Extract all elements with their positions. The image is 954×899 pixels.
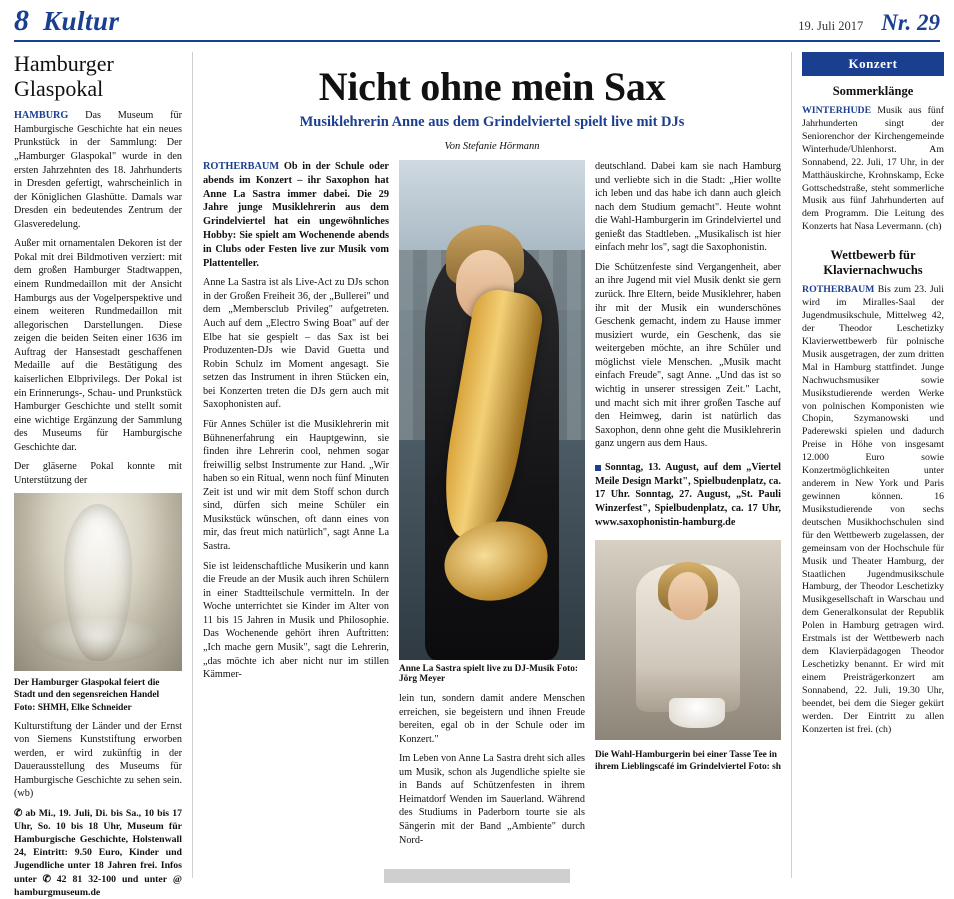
rail-text-2 xyxy=(802,284,944,736)
center-text-grid xyxy=(203,160,781,853)
saxophonist-photo xyxy=(399,160,585,660)
center-col-1 xyxy=(203,160,389,853)
sax-photo-caption: Anne La Sastra spielt live zu DJ-Musik Foto: Jörg Meyer xyxy=(398,663,578,684)
left-paragraph-2: Außer mit ornamentalen Dekoren ist der Pokal mit drei Bildmotiven verziert: mit dem großen Hamburger Stadtwappen, einem Rundmedaillon mit der Ansicht Hamburgs aus der Vogelperspektive und einem weiteren Rundmedaillon mit allegorischen Darstellungen. Diese zeigen die beiden Seiten einer 1636 im Auftrag der Hansestadt geschaffenen Medaille auf die Bestätigung des kaiserlichen Elbprivilegs. Der Pokal ist ein Erinnerungs-, Schau- und Prunkstück Hamburger Geschichte und stellt somit eine wichtige Ergänzung der Sammlung des Museums für Hamburgische Geschichte dar. xyxy=(14,238,182,453)
rail-text-1 xyxy=(802,105,944,234)
rail-dateline-2: ROTHERBAUM xyxy=(802,284,875,296)
center-c3-p2: Die Schützenfeste sind Vergangenheit, aber an ihre Jugend mit viel Musik denkt sie gern zurück. Ihre Eltern, beide Musiklehrer, haben ihr mit der Musik ein wunderschönes Geschenk gemacht, indem zu Hause immer musiziert wurde, ein Geschenk, das sie weitergeben möchte, an ihre Schüler und möglichst viele Menschen. „Musik macht einfach Freude", sagt Anne. „Und das ist so wichtig in unserer stressigen Zeit." Lacht, und macht sich mit ihrer großen Tasche auf den Heimweg, darin ist natürlich das Saxophon, denn ohne geht die Musiklehrerin ganz ungern aus dem Haus. xyxy=(594,261,781,450)
center-column xyxy=(192,52,792,878)
left-dateline: HAMBURG xyxy=(14,110,69,122)
bottom-strip xyxy=(384,869,570,883)
center-col-3 xyxy=(595,160,781,853)
page-number: 8 xyxy=(14,4,29,37)
rail-text-2-body: Bis zum 23. Juli wird im Miralles-Saal der Jugendmusikschule, Mittelweg 42, der Theodor Leschetizky Klavierwettbewerb für polnische Musik ausgetragen, der zum dritten Mal in Hamburg stattfindet. Junge Nachwuchsmusiker sowie Musikstudierende werden Werke von polnischen Komponisten wie Chopin, Szymanowski und Paderewski spielen und dadurch Preise in Höhe von insgesamt 12.000 Euro sowie Konzertmöglichkeiten unter anderem in New York und Paris gewinnen können. 16 Musikstudierende von sechs deutschen Musikhochschulen sind für den Wettbewerb zugelassen, der gemeinsam von der Hochschule für Musik und Theater Hamburg, der Staatlichen Jugendmusikschule Hamburg, der Theodor Leschetizky Musikgesellschaft in Warschau und dem Generalkonsulat der Republik Polen in Hamburg getragen wird. Erstmals ist der Wettbewerb nach dem Klavierpädagogen Theodor Leschetizky benannt. Er wird mit einem Preisträgerkonzert am Sonnabend, 22. Juli, 19.30 Uhr, beendet, bei dem die Sieger gekürt werden. Der Eintritt zu allen Konzerten ist frei. (ch) xyxy=(802,284,944,735)
masthead xyxy=(14,0,940,42)
left-paragraph-4: Kulturstiftung der Länder und der Ernst von Siemens Kunststiftung erworben werden, er wird zukünftig in der Dauerausstellung des Museums für Hamburgische Geschichte zu sehen sein. (wb) xyxy=(14,720,182,800)
issue-date: 19. Juli 2017 xyxy=(798,19,864,33)
rail-title-2: Wettbewerb für Klaviernachwuchs xyxy=(823,248,923,278)
glass-goblet-photo xyxy=(14,493,182,671)
center-c1-p1: Anne La Sastra ist als Live-Act zu DJs schon in der Großen Freiheit 36, der „Bullerei" und dem „Membersclub Privileg" aufgetreten. Auch auf dem „Electro Swing Boat" auf der Elbe hat sie gespielt – das Sax ist bei Produzenten-DJs wie David Guetta und Robin Schulz im Moment angesagt. Sie setzen das Instrument in ihren Stücken ein, bei Konzerten treten die DJs gern auch mit Saxophonisten auf. xyxy=(203,277,389,411)
center-c2-p1: lein tun, sondern damit andere Menschen erreichen, sie begeistern und ihnen Freude bereiten, egal ob in der Schule oder im Konzert." xyxy=(398,692,585,745)
event-info xyxy=(595,461,781,529)
left-info-box: ✆ ab Mi., 19. Juli, Di. bis Sa., 10 bis 17 Uhr, So. 10 bis 18 Uhr, Museum für Hamburgische Geschichte, Holstenwall 24, Eintritt: 9.50 Euro, Kinder und Jugendliche unter 18 Jahren frei. Infos unter ✆ 42 81 32-100 und unter @ hamburgmuseum.de xyxy=(14,807,182,898)
center-c1-p3: Sie ist leidenschaftliche Musikerin und kann die Freude an der Musik auch ihren Schülern in einer Stadtteilschule vermitteln. In der Woche unterrichtet sie Kinder im Alter von 11 bis 15 Jahren in Musik und Philosophie. Das Wochenende gehört ihren Auftritten: „Ich mache gern Musik", sagt die Lehrerin, „das möchte ich aber nicht nur im stillen Kämmer- xyxy=(203,560,389,681)
event-info-text: Sonntag, 13. August, auf dem „Viertel Meile Design Markt", Spielbudenplatz, ca. 17 Uhr. Sonntag, 27. August, „St. Pauli Winzerfest", Spielbudenplatz, ca. 17 Uhr, www.saxophonistin-hamburg.de xyxy=(594,461,781,528)
rail-badge-konzert: Konzert xyxy=(802,52,944,76)
left-headline: Hamburger Glaspokal xyxy=(14,51,114,101)
issue-number: Nr. 29 xyxy=(881,10,940,35)
left-p1-text: Das Museum für Hamburgische Geschichte hat ein neues Prunkstück in der Sammlung: Der „Hamburger Glaspokal" wurde in den ersten Jahrzehnten des 18. Jahrhunderts in Dresden gefertigt, wahrscheinlich in der Königlichen Glashütte. Damals war Dresden ein bedeutendes Zentrum der Glasveredelung. xyxy=(14,110,182,230)
left-paragraph-3: Der gläserne Pokal konnte mit Unterstützung der xyxy=(14,461,182,486)
rail-title-1: Sommerklänge xyxy=(832,84,914,98)
article-subheadline: Musiklehrerin Anne aus dem Grindelviertel spielt live mit DJs xyxy=(299,113,685,130)
center-col-2 xyxy=(399,160,585,853)
article-byline: Von Stefanie Hörmann xyxy=(444,140,540,152)
right-column xyxy=(792,52,944,878)
left-photo-caption: Der Hamburger Glaspokal feiert die Stadt und den segensreichen Handel Foto: SHMH, Elke Schneider xyxy=(14,678,160,713)
center-c1-p2: Für Annes Schüler ist die Musiklehrerin mit Bühnenerfahrung ein Hauptgewinn, sie finden ihre Lehrerin cool, nehmen sogar freiwillig selbst Instrumente zur Hand. „Wir haben so ein Ritual, wenn noch fünf Minuten Zeit ist und wir mit dem Stoff schon durch sind, dürfen sich meine Schüler ein Musikstück wünschen, oft dann eines von mir, das freut mich natürlich", sagt Anne La Sastra. xyxy=(203,418,389,553)
left-column xyxy=(14,51,192,898)
center-c2-p2: Im Leben von Anne La Sastra dreht sich alles um Musik, schon als Jugendliche spielte sie in Bands auf Schützenfesten in ihrem Heimatdorf Wenden im Sauerland. Während des Studiums in Paderborn tourte sie als Sängerin mit der Band „Ambiente" durch Nord- xyxy=(398,753,585,846)
cafe-photo xyxy=(595,540,781,740)
article-lead xyxy=(203,160,389,270)
tea-cup xyxy=(669,698,725,728)
center-lead-text: Ob in der Schule oder abends im Konzert – ihr Saxophon hat Anne La Sastra immer dabei. Die 29 Jahre junge Musiklehrerin aus dem Grindelviertel hat ein ungewöhnliches Hobby: Sie spielt am Wochenende abends in Clubs oder Festen live zur Musik vom Plattenteller. xyxy=(203,160,389,269)
bullet-square-icon xyxy=(595,465,601,471)
cafe-photo-caption: Die Wahl-Hamburgerin bei einer Tasse Tee in ihrem Lieblingscafé im Grindelviertel Foto: sh xyxy=(594,749,781,773)
rail-text-1-body: Musik aus fünf Jahrhunderten singt der Seniorenchor der Kirchengemeinde Winterhude/Uhlenhorst. Am Sonnabend, 22. Juli, 17 Uhr, in der Matthäuskirche, Krohnskamp, Ecke Gottschedstraße, steht sommerliche Musik aus fünf Jahrhunderten auf dem Programm. Die Leitung des Konzerts hat Nasa Levermann. (ch) xyxy=(802,105,944,233)
left-paragraph-1 xyxy=(14,109,182,231)
page-columns xyxy=(14,51,944,898)
center-dateline: ROTHERBAUM xyxy=(203,160,280,172)
cafe-face xyxy=(668,572,708,620)
section-name: Kultur xyxy=(43,6,120,36)
rail-dateline-1: WINTERHUDE xyxy=(802,105,872,116)
article-headline: Nicht ohne mein Sax xyxy=(318,64,666,109)
center-c3-p1: deutschland. Dabei kam sie nach Hamburg und verliebte sich in die Stadt: „Hier wollte ich leben und das habe ich dann auch gleich nach dem Studium gemacht". Heute wohnt die Wahl-Hamburgerin im Grindelviertel und genießt das Stadtleben. „Musikalisch ist hier einfach mehr los", sagt die Saxophonistin. xyxy=(594,160,781,254)
